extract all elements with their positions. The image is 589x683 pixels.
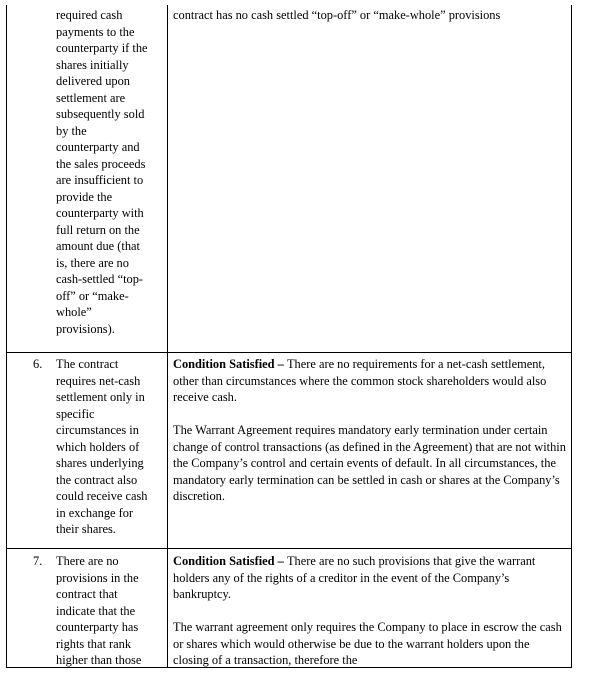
condition-satisfied-label: Condition Satisfied – [173,554,287,568]
assessment-paragraph [173,356,567,406]
criterion-text: required cash payments to the counterparty if the shares initially delivered upon settlement are subsequently sold by the counterparty and the sales proceeds are insufficient to provide the counterparty with full return on the amount due (that is, there are no cash-settled “top- off” or “make- whole” provisions). [56,8,148,336]
assessment-text: There are no such provisions that give the warrant holders any of the rights of a creditor in the event of the Company’s bankruptcy. [173,554,536,601]
condition-satisfied-label: Condition Satisfied – [173,357,287,371]
item-number: 7. [33,554,43,568]
criterion-text: The contract requires net-cash settlement only in specific circumstances in which holders of shares underlying the contract also could receive cash in exchange for their shares. [56,357,148,536]
criterion-text: There are no provisions in the contract that indicate that the counterparty has rights that rank higher than those [56,554,142,667]
item-number: 6. [33,357,43,371]
table-row [7,5,571,352]
assessment-cell [173,553,567,669]
assessment-cell [173,7,567,24]
assessment-cell [173,356,567,505]
assessment-paragraph: contract has no cash settled “top-off” or “make-whole” provisions [173,8,501,22]
assessment-paragraph [173,553,567,603]
assessment-text: There are no requirements for a net-cash settlement, other than circumstances where the common stock shareholders would also receive cash. [173,357,547,404]
table-row [7,352,571,548]
conditions-table [6,5,572,668]
assessment-paragraph: The warrant agreement only requires the Company to place in escrow the cash or shares which would otherwise be due to the warrant holders upon the closing of a transaction, therefore the [173,620,562,667]
table-row [7,548,571,667]
assessment-paragraph: The Warrant Agreement requires mandatory early termination under certain change of control transactions (as defined in the Agreement) that are not within the Company’s control and certain events of default. In all circumstances, the mandatory early termination can be settled in cash or shares at the Company’s discretion. [173,423,566,503]
